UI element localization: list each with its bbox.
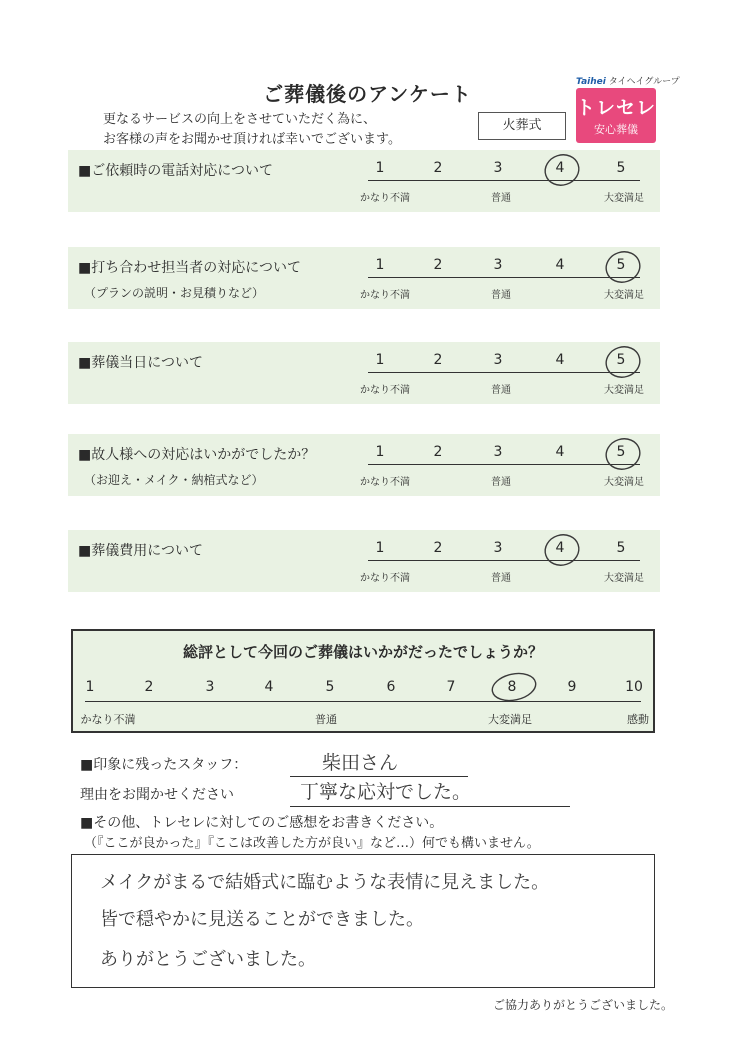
label-mid: 普通 (491, 290, 511, 301)
rating-option-2[interactable]: 2 (433, 444, 443, 460)
question-sub: （お迎え・メイク・納棺式など） (84, 473, 264, 487)
reason-label: 理由をお聞かせください (80, 787, 234, 803)
rating-option-5[interactable]: 5 (616, 540, 626, 556)
overall-option-4[interactable]: 4 (264, 679, 274, 695)
rating-option-2[interactable]: 2 (433, 160, 443, 176)
overall-option-8[interactable]: 8 (507, 679, 517, 695)
rating-option-4[interactable]: 4 (555, 257, 565, 273)
label-low: かなり不満 (360, 193, 410, 204)
rating-option-5[interactable]: 5 (616, 257, 626, 273)
question-label: ■葬儀費用について (78, 543, 203, 559)
label-high: 大変満足 (604, 477, 644, 488)
label-mid: 普通 (491, 385, 511, 396)
reason-line (290, 806, 570, 807)
rating-option-1[interactable]: 1 (375, 160, 385, 176)
scale-line (368, 560, 640, 561)
overall-label-high: 大変満足 (488, 713, 532, 726)
question-panel (68, 342, 660, 404)
label-mid: 普通 (491, 193, 511, 204)
rating-option-1[interactable]: 1 (375, 352, 385, 368)
label-high: 大変満足 (604, 385, 644, 396)
label-mid: 普通 (491, 573, 511, 584)
question-label: ■葬儀当日について (78, 355, 203, 371)
logo-main-text: トレセレ (576, 97, 657, 119)
intro-line: 更なるサービスの向上をさせていただく為に、 (103, 112, 377, 127)
logo-sub-text: 安心葬儀 (594, 123, 638, 136)
overall-option-6[interactable]: 6 (386, 679, 396, 695)
rating-option-3[interactable]: 3 (493, 444, 503, 460)
overall-option-5[interactable]: 5 (325, 679, 335, 695)
overall-option-2[interactable]: 2 (144, 679, 154, 695)
question-sub: （プランの説明・お見積りなど） (84, 286, 265, 300)
question-panel (68, 150, 660, 212)
survey-title: ご葬儀後のアンケート (263, 82, 472, 106)
comment-line-3: ありがとうございました。 (100, 949, 316, 970)
rating-option-1[interactable]: 1 (375, 444, 385, 460)
brand-group-name: タイヘイグループ (608, 77, 680, 87)
overall-option-10[interactable]: 10 (625, 679, 643, 695)
scale-line (368, 180, 640, 181)
overall-option-7[interactable]: 7 (446, 679, 456, 695)
brand-group-line (576, 74, 680, 87)
taihei-logo: Taihei (576, 77, 606, 87)
rating-option-2[interactable]: 2 (433, 540, 443, 556)
comment-line-2: 皆で穏やかに見送ることができました。 (100, 909, 424, 930)
rating-option-2[interactable]: 2 (433, 352, 443, 368)
rating-option-5[interactable]: 5 (616, 160, 626, 176)
label-low: かなり不満 (360, 290, 410, 301)
comments-label: ■その他、トレセレに対してのご感想をお書きください。 (80, 815, 444, 831)
label-high: 大変満足 (604, 573, 644, 584)
label-low: かなり不満 (360, 385, 410, 396)
label-low: かなり不満 (360, 573, 410, 584)
trecele-logo (576, 88, 656, 143)
overall-option-9[interactable]: 9 (567, 679, 577, 695)
label-mid: 普通 (491, 477, 511, 488)
rating-option-3[interactable]: 3 (493, 160, 503, 176)
label-high: 大変満足 (604, 193, 644, 204)
question-panel (68, 434, 660, 496)
intro-line: お客様の声をお聞かせ頂ければ幸いでございます。 (103, 132, 401, 147)
rating-option-5[interactable]: 5 (616, 444, 626, 460)
scale-line (368, 372, 640, 373)
rating-option-4[interactable]: 4 (555, 444, 565, 460)
rating-option-4[interactable]: 4 (555, 540, 565, 556)
rating-option-4[interactable]: 4 (555, 352, 565, 368)
overall-rating-box (71, 629, 655, 733)
rating-option-3[interactable]: 3 (493, 352, 503, 368)
overall-scale-line (85, 701, 641, 702)
overall-question: 総評として今回のご葬儀はいかがだったでしょうか？ (182, 643, 543, 661)
staff-value: 柴田さん (322, 752, 399, 774)
comment-line-1: メイクがまるで結婚式に臨むような表情に見えました。 (100, 872, 550, 893)
comments-hint: （『ここが良かった』『ここは改善した方が良い』など…）何でも構いません。 (84, 836, 540, 851)
scale-line (368, 277, 640, 278)
overall-option-3[interactable]: 3 (205, 679, 215, 695)
question-label: ■打ち合わせ担当者の対応について (78, 260, 301, 276)
label-low: かなり不満 (360, 477, 410, 488)
intro-text (103, 110, 401, 150)
staff-label: ■印象に残ったスタッフ： (80, 757, 248, 773)
overall-option-1[interactable]: 1 (85, 679, 95, 695)
thanks-text: ご協力ありがとうございました。 (492, 998, 673, 1012)
question-label: ■ご依頼時の電話対応について (78, 163, 273, 179)
rating-option-3[interactable]: 3 (493, 540, 503, 556)
rating-option-2[interactable]: 2 (433, 257, 443, 273)
question-panel (68, 530, 660, 592)
reason-value: 丁寧な応対でした。 (300, 781, 472, 803)
question-label: ■故人様への対応はいかがでしたか？ (78, 447, 316, 463)
funeral-type-box: 火葬式 (478, 112, 566, 140)
rating-option-5[interactable]: 5 (616, 352, 626, 368)
label-high: 大変満足 (604, 290, 644, 301)
overall-label-top: 感動 (627, 713, 649, 726)
rating-option-3[interactable]: 3 (493, 257, 503, 273)
question-panel (68, 247, 660, 309)
rating-option-1[interactable]: 1 (375, 257, 385, 273)
overall-label-mid: 普通 (315, 713, 337, 726)
rating-option-1[interactable]: 1 (375, 540, 385, 556)
scale-line (368, 464, 640, 465)
rating-option-4[interactable]: 4 (555, 160, 565, 176)
overall-label-low: かなり不満 (80, 713, 136, 726)
